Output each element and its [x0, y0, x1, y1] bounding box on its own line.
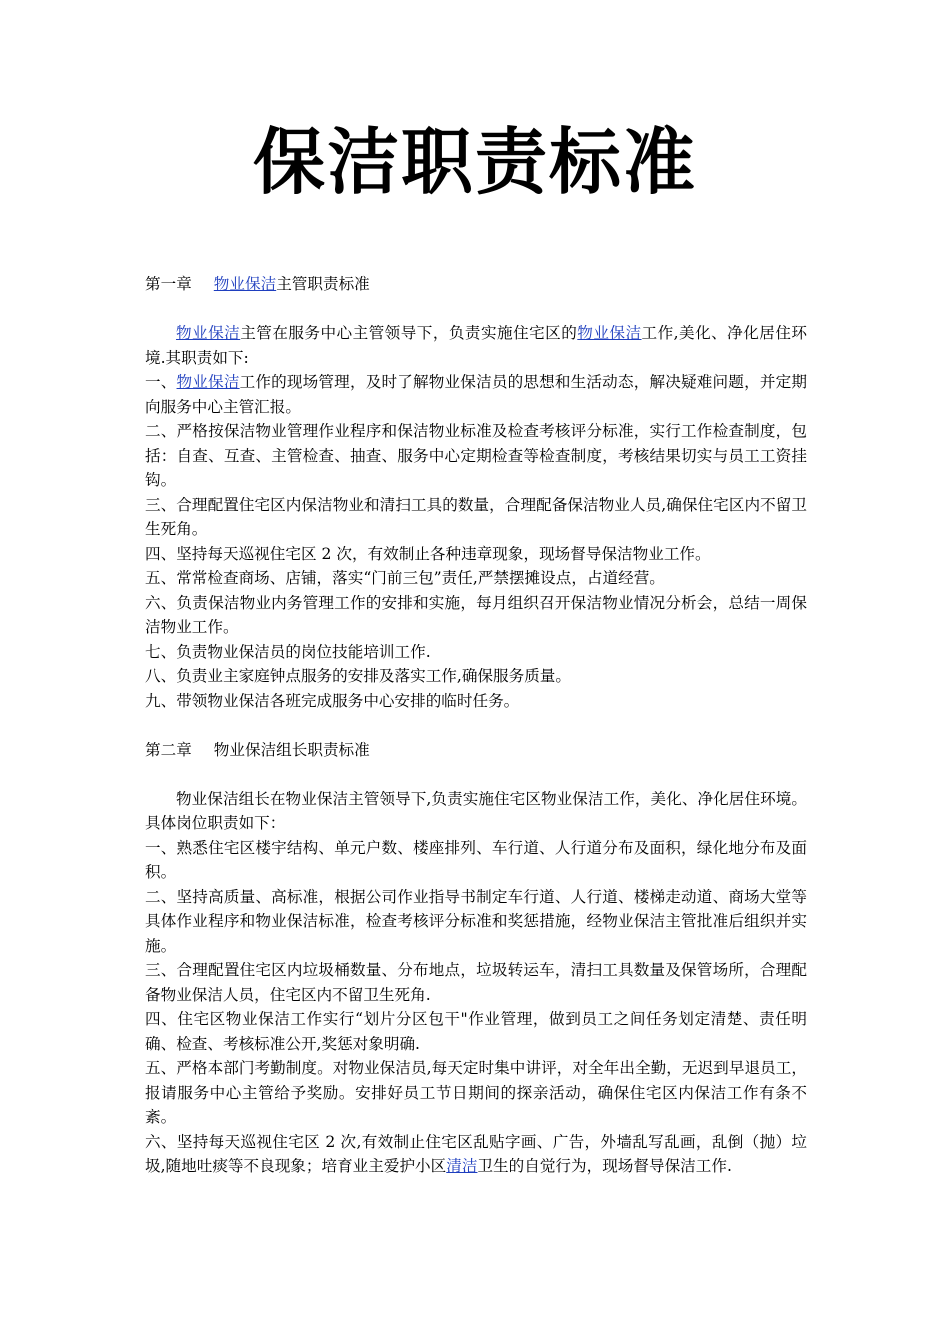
document-body: [145, 272, 807, 1179]
property-cleaning-link[interactable]: 物业保洁: [213, 275, 277, 293]
chapter-2-intro: 物业保洁组长在物业保洁主管领导下,负责实施住宅区物业保洁工作，美化、净化居住环境。具体岗位职责如下：: [145, 789, 807, 832]
chapter-1-item-9: 九、带领物业保洁各班完成服务中心安排的临时任务。: [145, 691, 520, 710]
chapter-2-item-2: 二、坚持高质量、高标准，根据公司作业指导书制定车行道、人行道、楼梯走动道、商场大堂等具体作业程序和物业保洁标准，检查考核评分标准和奖惩措施，经物业保洁主管批准后组织并实施。: [145, 887, 807, 955]
chapter-1-heading: [145, 272, 807, 297]
chapter-2-title: 物业保洁组长职责标准: [213, 740, 370, 759]
chapter-2-item-1: 一、熟悉住宅区楼宇结构、单元户数、楼座排列、车行道、人行道分布及面积，绿化地分布及面积。: [145, 838, 807, 881]
chapter-1-item-3: 三、合理配置住宅区内保洁物业和清扫工具的数量，合理配备保洁物业人员,确保住宅区内不留卫生死角。: [145, 495, 807, 538]
chapter-2-number: 第二章: [145, 740, 192, 759]
chapter-2-heading: [145, 738, 807, 763]
chapter-2-item-4: 四、住宅区物业保洁工作实行“划片分区包干"作业管理，做到员工之间任务划定清楚、责任明确、检查、考核标准公开,奖惩对象明确.: [145, 1010, 807, 1053]
chapter-2-item-3: 三、合理配置住宅区内垃圾桶数量、分布地点，垃圾转运车，清扫工具数量及保管场所，合理配备物业保洁人员，住宅区内不留卫生死角.: [145, 961, 807, 1004]
chapter-1-item-7: 七、负责物业保洁员的岗位技能培训工作.: [145, 642, 431, 661]
chapter-2-item-5: 五、严格本部门考勤制度。对物业保洁员,每天定时集中讲评，对全年出全勤，无迟到早退员工，报请服务中心主管给予奖励。安排好员工节日期间的探亲活动，确保住宅区内保洁工作有条不紊。: [145, 1059, 807, 1126]
chapter-1-intro: 物业保洁主管在服务中心主管领导下，负责实施住宅区的物业保洁工作,美化、净化居住环境.其职责如下:: [145, 324, 807, 367]
property-cleaning-link[interactable]: 物业保洁: [577, 324, 642, 342]
property-cleaning-link[interactable]: 物业保洁: [176, 324, 241, 342]
chapter-1-item-4: 四、坚持每天巡视住宅区 2 次，有效制止各种违章现象，现场督导保洁物业工作。: [145, 544, 711, 563]
document-title: 保洁职责标准: [252, 120, 697, 204]
chapter-1-item-2: 二、严格按保洁物业管理作业程序和保洁物业标准及检查考核评分标准，实行工作检查制度，包括：自查、互查、主管检查、抽查、服务中心定期检查等检查制度，考核结果切实与员工工资挂钩。: [145, 422, 807, 489]
chapter-1-item-1: 一、物业保洁工作的现场管理，及时了解物业保洁员的思想和生活动态，解决疑难问题，并定期向服务中心主管汇报。: [145, 373, 807, 416]
cleaning-link[interactable]: 清洁: [446, 1157, 478, 1175]
property-cleaning-link[interactable]: 物业保洁: [176, 373, 240, 391]
chapter-2-item-6: 六、坚持每天巡视住宅区 2 次,有效制止住宅区乱贴字画、广告，外墙乱写乱画，乱倒（抛）垃圾,随地吐痰等不良现象；培育业主爱护小区清洁卫生的自觉行为，现场督导保洁工作.: [145, 1132, 807, 1175]
chapter-1-item-6: 六、负责保洁物业内务管理工作的安排和实施，每月组织召开保洁物业情况分析会，总结一周保洁物业工作。: [145, 593, 807, 636]
chapter-1-number: 第一章: [145, 275, 192, 293]
chapter-1-item-5: 五、常常检查商场、店铺，落实“门前三包”责任,严禁摆摊设点，占道经营。: [145, 569, 665, 587]
chapter-1-item-8: 八、负责业主家庭钟点服务的安排及落实工作,确保服务质量。: [145, 667, 571, 685]
chapter-1-title-rest: 主管职责标准: [276, 275, 370, 293]
